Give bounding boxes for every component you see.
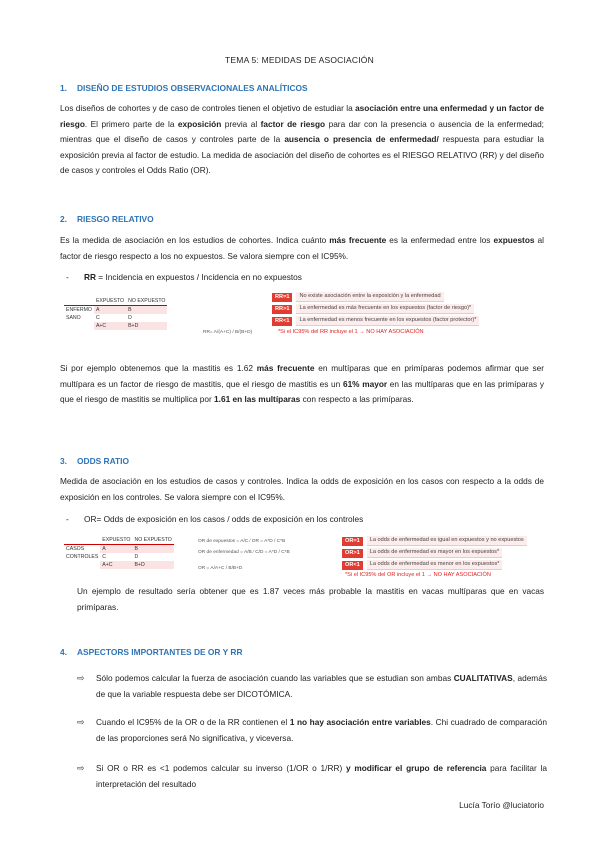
table-cell: ENFERMO — [66, 307, 92, 313]
table-cell: A+C — [94, 322, 126, 330]
list-item-text — [77, 671, 547, 702]
table-cell: B — [132, 545, 173, 554]
table-cell: C — [102, 554, 107, 560]
table-row — [64, 322, 167, 330]
table-cell: A — [94, 306, 126, 315]
text: para facilitar la interpretación del resultado — [96, 763, 547, 789]
arrow-right-icon: ⇨ — [77, 717, 85, 727]
table-row — [64, 553, 174, 561]
legend-text: La odds de enfermedad es igual en expuestos y no expuestos — [367, 536, 527, 546]
legend-tag: OR>1 — [342, 549, 363, 558]
legend-text: La enfermedad es más frecuente en los expuestos (factor de riesgo)* — [296, 304, 474, 314]
table-header-row — [64, 297, 167, 306]
text: OR= Odds de exposición en los casos / odds de exposición en los controles — [84, 514, 364, 524]
list-item-text — [77, 715, 547, 746]
table-cell: D — [134, 554, 139, 560]
text: en las multíparas que en las primíparas y que el riesgo de mastitis se multiplica por — [60, 378, 544, 404]
legend-tag: OR<1 — [342, 561, 363, 570]
or-contingency-table — [64, 536, 174, 569]
or-note: *Si el IC95% del OR incluye el 1 → NO HAY ASOCIACIÓN — [345, 572, 491, 578]
table-cell: SANO — [66, 315, 81, 321]
bold-text: asociación entre una enfermedad y un factor de riesgo — [60, 103, 545, 129]
list-item — [77, 671, 547, 702]
bold-text: más frecuente — [256, 363, 315, 373]
legend-text: La enfermedad es menos frecuente en los expuestos (factor protector)* — [296, 316, 479, 326]
legend-tag: RR=1 — [272, 293, 292, 302]
table-cell: B+D — [126, 322, 167, 330]
table-cell: D — [128, 315, 132, 321]
text: Los diseños de cohortes y de caso de controles tienen el objetivo de estudiar la — [60, 103, 356, 113]
legend-tag: RR<1 — [272, 317, 292, 326]
table-header-row — [64, 536, 174, 545]
text: Si OR o RR es <1 podemos calcular su inverso (1/OR o 1/RR) — [96, 763, 346, 773]
section-4-heading — [60, 647, 243, 657]
list-item — [77, 715, 547, 746]
table-row — [64, 314, 167, 322]
or-legend-row — [342, 560, 502, 570]
or-formula-line — [66, 514, 363, 524]
or-legend-row — [342, 548, 502, 558]
text: Cuando el IC95% de la OR o de la RR contienen el — [96, 717, 290, 727]
bold-text: y modificar el grupo de referencia — [345, 763, 487, 773]
arrow-right-icon: ⇨ — [77, 673, 85, 683]
text: . Chi cuadrado de comparación de las proporciones será No significativa, y viceversa. — [96, 717, 547, 743]
text: , además de que la variable respuesta debe ser DICOTÓMICA. — [96, 673, 547, 699]
author-footer: Lucía Torío @luciatorio — [459, 800, 544, 810]
table-cell: NO EXPUESTO — [134, 537, 172, 543]
table-row — [64, 545, 174, 554]
section-1-heading — [60, 83, 308, 93]
legend-tag: RR>1 — [272, 305, 292, 314]
bold-text: exposición — [177, 118, 222, 129]
bold-text: RR — [84, 272, 96, 282]
section-number: 3. — [60, 456, 67, 466]
or-example-paragraph: Un ejemplo de resultado sería obtener que es 1.87 veces más probable la mastitis en vacas multíparas que en vacas primíparas. — [77, 586, 544, 612]
section-2-heading — [60, 214, 154, 224]
bold-text: 1.61 en las multíparas — [214, 394, 301, 404]
table-cell — [64, 536, 100, 545]
section-number: 4. — [60, 647, 67, 657]
table-cell: CASOS — [66, 546, 85, 552]
table-cell — [64, 322, 94, 330]
table-cell: B — [126, 306, 167, 315]
section-2-paragraph — [60, 233, 544, 264]
bold-text: factor de riesgo — [260, 118, 326, 129]
table-row — [64, 306, 167, 315]
bold-text: 1 no hay asociación entre variables — [289, 717, 431, 727]
text: para dar con la presencia o ausencia de la enfermedad; mientras que el diseño de casos y controles parte de la — [60, 118, 544, 144]
text: al factor de riesgo respecto a los no expuestos. Se valora siempre con el IC95%. — [60, 235, 545, 261]
section-title: ODDS RATIO — [77, 456, 129, 466]
table-cell — [64, 561, 100, 569]
bold-text: más frecuente — [329, 235, 387, 245]
list-item-text — [77, 761, 547, 792]
bold-text: expuestos — [493, 235, 535, 245]
bold-text: ausencia o presencia de enfermedad/ — [284, 134, 439, 144]
table-cell: EXPUESTO — [102, 537, 131, 543]
text: respuesta para estudiar la exposición previa al factor de estudio. La medida de asociación del diseño de cohortes es el RIESGO RELATIVO (RR) y del diseño de casos y controles el Odds Ratio (OR). — [60, 134, 544, 175]
bold-text: CUALITATIVAS — [453, 673, 513, 683]
legend-text: La odds de enfermedad es menor en los expuestos* — [367, 560, 503, 570]
text: en multíparas que en primíparas podemos afirmar que ser multípara es un factor de riesgo de mastitis, que el riesgo de mastitis es un — [60, 363, 544, 389]
table-cell: A+C — [100, 561, 132, 569]
dash-bullet: - — [66, 514, 69, 524]
section-number: 2. — [60, 214, 67, 224]
or-formula-small: OR = A/A+C / B/B+D — [198, 566, 243, 571]
arrow-right-icon: ⇨ — [77, 763, 85, 773]
table-cell: A — [100, 545, 132, 554]
table-cell: NO EXPUESTO — [128, 298, 166, 304]
text: con respecto a las primíparas. — [300, 394, 414, 404]
document-title: TEMA 5: MEDIDAS DE ASOCIACIÓN — [225, 55, 374, 65]
rr-example-paragraph — [60, 361, 544, 408]
section-number: 1. — [60, 83, 67, 93]
rr-formula-line — [66, 272, 302, 282]
rr-formula-small: RR= A/(A+C) / B/(B+D) — [203, 330, 253, 335]
section-title: RIESGO RELATIVO — [77, 214, 154, 224]
legend-text: No existe asociación entre la exposición y la enfermedad — [296, 292, 443, 302]
bold-text: 61% mayor — [342, 378, 388, 389]
table-cell: CONTROLES — [66, 554, 99, 560]
or-legend-row — [342, 536, 527, 546]
table-cell — [64, 297, 94, 306]
section-1-paragraph — [60, 101, 544, 179]
legend-text: La odds de enfermedad es mayor en los expuestos* — [367, 548, 502, 558]
text: Es la medida de asociación en los estudios de cohortes. Indica cuánto — [60, 235, 330, 245]
text: = Incidencia en expuestos / Incidencia en no expuestos — [95, 272, 302, 282]
text: previa al — [221, 118, 261, 129]
table-cell: EXPUESTO — [95, 298, 125, 304]
section-title: ASPECTORS IMPORTANTES DE OR Y RR — [77, 647, 243, 657]
section-3-paragraph: Medida de asociación en los estudios de casos y controles. Indica la odds de exposición en los casos con respecto a la odds de exposición en los controles. Se valora siempre con el IC95%. — [60, 476, 544, 502]
text: Si por ejemplo obtenemos que la mastitis es 1.62 — [60, 363, 257, 373]
rr-contingency-table — [64, 297, 167, 330]
legend-tag: OR=1 — [342, 537, 363, 546]
table-cell: B+D — [132, 561, 173, 569]
table-row — [64, 561, 174, 569]
rr-legend-row — [272, 304, 474, 314]
rr-note: *Si el IC95% del RR incluye el 1 → NO HAY ASOCIACIÓN — [278, 329, 424, 335]
text: . El primero parte de la — [84, 118, 178, 129]
or-formula-small: OR de enfermedad = A/B ∕ C/D = A*D / C*B — [198, 550, 290, 555]
or-formula-small: OR de expuestos = A/C ∕ OR = A*D / C*B — [198, 539, 286, 544]
text: Sólo podemos calcular la fuerza de asociación cuando las variables que se estudian son ambas — [96, 673, 454, 683]
text: es la enfermedad entre los — [386, 235, 494, 245]
rr-legend-row — [272, 316, 479, 326]
section-title: DISEÑO DE ESTUDIOS OBSERVACIONALES ANALÍTICOS — [77, 83, 308, 93]
section-3-heading — [60, 456, 129, 466]
list-item — [77, 761, 547, 792]
table-cell: C — [95, 315, 100, 321]
dash-bullet: - — [66, 272, 69, 282]
rr-legend-row — [272, 292, 444, 302]
